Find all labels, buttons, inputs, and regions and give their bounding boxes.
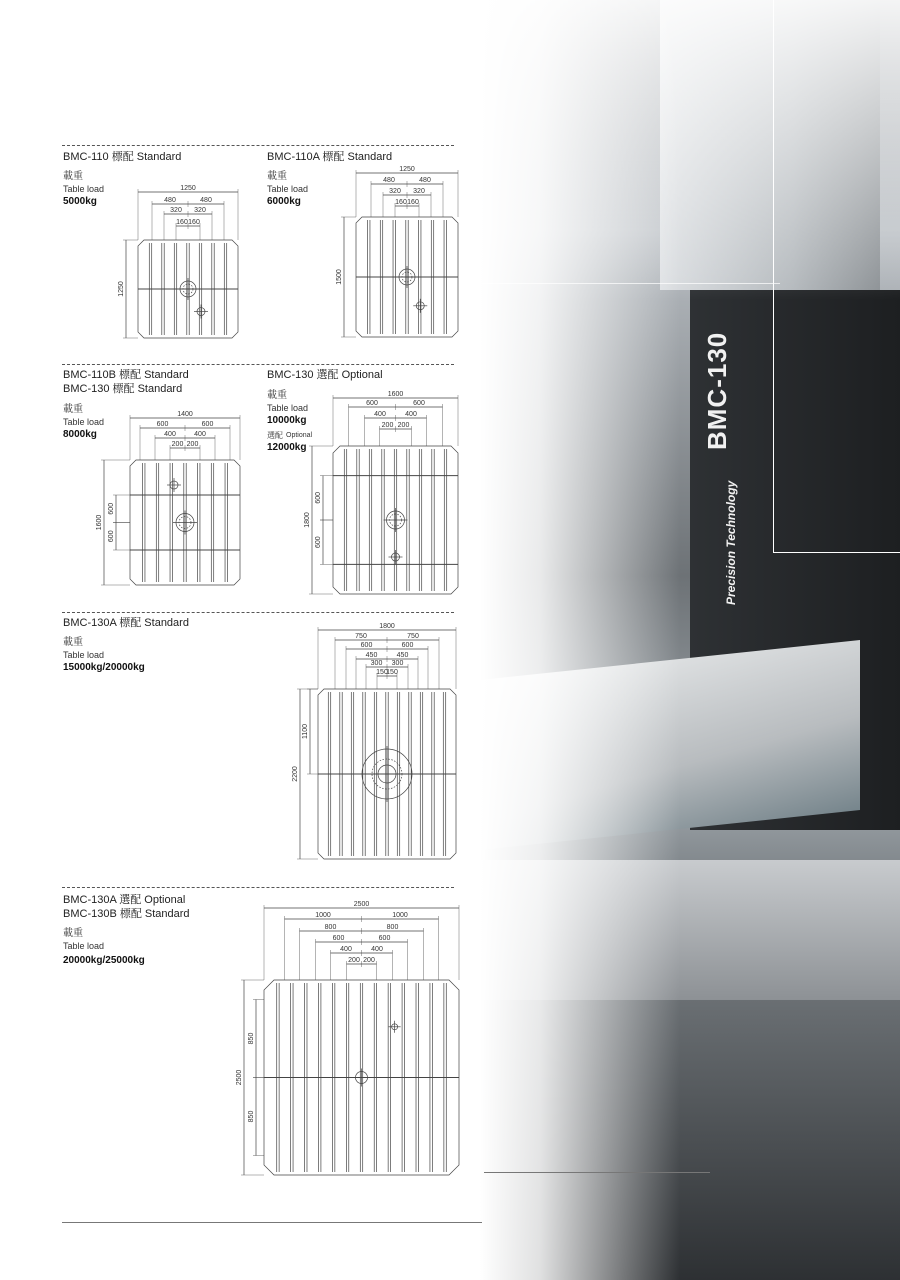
- dimension-label: 450: [396, 652, 409, 659]
- machine-brand-vertical: [702, 300, 742, 620]
- optional-label-cn: 選配: [267, 431, 283, 440]
- load-value: 8000kg: [63, 429, 97, 440]
- load-value: 20000kg/25000kg: [63, 955, 145, 966]
- optional-label-en: Optional: [286, 432, 313, 439]
- section-title: BMC-130 標配 Standard: [63, 383, 183, 395]
- dimension-label: 300: [391, 660, 404, 667]
- section-divider: [62, 612, 454, 613]
- section-title: BMC-110B 標配 Standard: [63, 369, 189, 381]
- dimension-label: 150: [386, 669, 398, 676]
- section-title: BMC-110A 標配 Standard: [267, 151, 393, 163]
- dimension-label: 200: [381, 422, 394, 429]
- dimension-label: 300: [370, 660, 383, 667]
- frame-line: [480, 283, 780, 284]
- dimension-label: 600: [332, 935, 345, 942]
- load-label-en: Table load: [267, 184, 309, 194]
- dimension-label: 600: [360, 642, 373, 649]
- dimension-label: 600: [401, 642, 414, 649]
- dimension-label: 150: [376, 669, 388, 676]
- section-divider: [62, 364, 454, 365]
- table-drawing: [96, 410, 250, 595]
- dimension-label: 2200: [292, 766, 299, 782]
- dimension-label: 400: [340, 946, 352, 953]
- dimension-label: 200: [348, 957, 360, 964]
- dimension-label: 1000: [315, 912, 331, 919]
- dimension-label: 400: [371, 946, 383, 953]
- dimension-label: 1800: [304, 512, 311, 528]
- photo-rule: [484, 1172, 710, 1173]
- dimension-label: 600: [413, 400, 425, 407]
- dimension-label: 1250: [118, 281, 125, 297]
- machine-photo: [480, 0, 900, 1280]
- load-value: 6000kg: [267, 196, 301, 207]
- dimension-label: 480: [200, 197, 212, 204]
- dimension-label: 750: [407, 633, 419, 640]
- dimension-label: 600: [108, 502, 115, 515]
- dimension-label: 1600: [96, 514, 103, 531]
- load-label-en: Table load: [63, 417, 105, 427]
- load-label-cn: 載重: [267, 171, 287, 182]
- dimension-label: 400: [164, 431, 176, 438]
- dimension-label: 750: [355, 633, 367, 640]
- dimension-label: 200: [171, 441, 184, 448]
- dimension-label: 320: [389, 188, 401, 195]
- bottom-rule: [62, 1222, 482, 1223]
- load-label-cn: 載重: [63, 404, 83, 415]
- dimension-label: 400: [405, 411, 417, 418]
- dimension-label: 2500: [236, 1069, 243, 1086]
- load-label-en: Table load: [63, 650, 105, 660]
- dimension-label: 400: [374, 411, 386, 418]
- dimension-label: 800: [324, 924, 337, 931]
- dimension-label: 200: [363, 957, 375, 964]
- load-label-en: Table load: [267, 403, 309, 413]
- section-title: BMC-130A 標配 Standard: [63, 617, 189, 629]
- section-divider: [62, 145, 454, 146]
- load-value: 5000kg: [63, 196, 97, 207]
- dimension-label: 480: [164, 197, 176, 204]
- dimension-label: 2500: [353, 901, 370, 908]
- table-drawing: [118, 180, 248, 345]
- table-drawing: [304, 388, 468, 598]
- machine-model-label: BMC-130: [702, 331, 732, 450]
- section-title: BMC-110 標配 Standard: [63, 151, 182, 163]
- dimension-label: 1800: [379, 623, 395, 630]
- dimension-label: 200: [186, 441, 199, 448]
- load-label-cn: 載重: [267, 390, 287, 401]
- frame-line: [773, 552, 900, 553]
- load-label-cn: 載重: [63, 637, 83, 648]
- dimension-label: 480: [383, 177, 395, 184]
- table-drawing: [292, 622, 464, 867]
- dimension-label: 200: [397, 422, 410, 429]
- dimension-label: 1400: [177, 411, 193, 418]
- load-value: 15000kg/20000kg: [63, 662, 145, 673]
- section-divider: [62, 887, 454, 888]
- dimension-label: 600: [108, 530, 115, 543]
- dimension-label: 850: [248, 1110, 255, 1123]
- load-value-optional: 12000kg: [267, 442, 307, 453]
- photo-left-fade: [480, 0, 680, 1280]
- dimension-label: 850: [248, 1032, 255, 1045]
- section-title: BMC-130B 標配 Standard: [63, 908, 190, 920]
- dimension-label: 320: [413, 188, 425, 195]
- dimension-label: 450: [365, 652, 378, 659]
- table-drawing: [236, 900, 465, 1185]
- dimension-label: 320: [194, 207, 206, 214]
- frame-line: [773, 0, 774, 552]
- load-label-en: Table load: [63, 184, 105, 194]
- dimension-label: 400: [194, 431, 206, 438]
- dimension-label: 1250: [399, 166, 415, 173]
- dimension-label: 1600: [387, 391, 404, 398]
- load-label-cn: 載重: [63, 171, 83, 182]
- dimension-label: 600: [366, 400, 378, 407]
- dimension-label: 320: [170, 207, 182, 214]
- dimension-label: 480: [419, 177, 431, 184]
- load-value: 10000kg: [267, 415, 307, 426]
- dimension-label: 1500: [336, 269, 343, 285]
- dimension-label: 1000: [392, 912, 408, 919]
- dimension-label: 600: [378, 935, 391, 942]
- dimension-label: 1100: [302, 723, 309, 740]
- section-title: BMC-130A 選配 Optional: [63, 894, 186, 906]
- dimension-label: 160: [188, 219, 200, 226]
- dimension-label: 1250: [180, 185, 196, 192]
- section-title: BMC-130 選配 Optional: [267, 369, 383, 381]
- dimension-label: 160: [407, 199, 419, 206]
- dimension-label: 600: [156, 421, 169, 428]
- load-label-cn: 載重: [63, 928, 83, 939]
- dimension-label: 160: [176, 219, 188, 226]
- dimension-label: 600: [315, 536, 322, 549]
- table-drawing: [338, 165, 468, 345]
- dimension-label: 600: [201, 421, 214, 428]
- load-label-en: Table load: [63, 941, 105, 951]
- machine-tagline: Precision Technology: [724, 480, 738, 605]
- dimension-label: 600: [315, 491, 322, 504]
- dimension-label: 800: [386, 924, 399, 931]
- dimension-label: 160: [395, 199, 407, 206]
